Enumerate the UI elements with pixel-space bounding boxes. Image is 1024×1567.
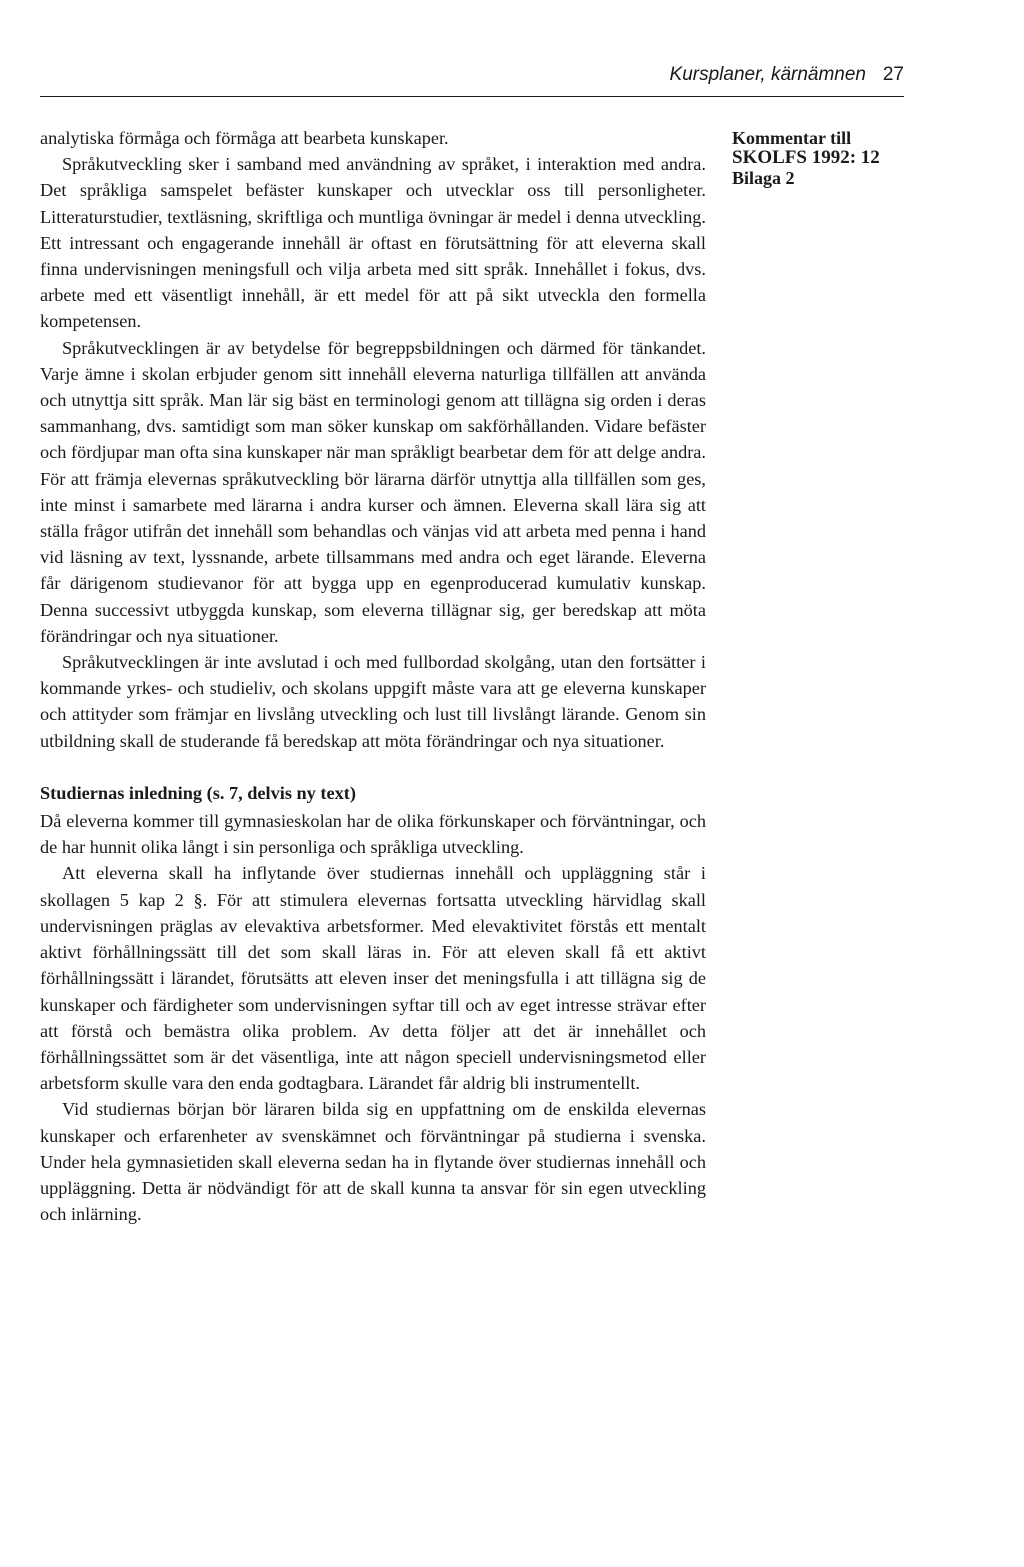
page-number: 27 — [882, 64, 904, 85]
section-heading: Studiernas inledning (s. 7, delvis ny text) — [40, 782, 356, 803]
running-title: Kursplaner, kärnämnen — [669, 64, 866, 85]
margin-note-line: Kommentar till — [732, 128, 852, 148]
page-header — [40, 62, 904, 97]
margin-note-line: SKOLFS 1992: 12 — [732, 147, 880, 168]
paragraph: Språkutveckling sker i samband med användning av språket, i interaktion med andra. Det språkliga samspelet befäster kunskaper och utvecklar oss till personligheter. Litteraturstudier, textläsning, skriftliga och muntliga övningar är medel i denna utveckling. Ett intressant och engagerande innehåll är oftast en förutsättning för att eleverna skall finna undervisningen meningsfull och vilja arbeta med sitt språk. Innehållet i fokus, dvs. arbete med ett väsentligt innehåll, är ett medel för att på sikt utveckla den formella kompetensen. — [40, 154, 706, 332]
paragraph: Språkutvecklingen är av betydelse för begreppsbildningen och därmed för tänkandet. Varje ämne i skolan erbjuder genom sitt innehåll eleverna naturliga tillfällen att använda och utnyttja sitt språk. Man lär sig bäst en terminologi genom att tillägna sig orden i deras sammanhang, dvs. samtidigt som man söker kunskap om sakförhållanden. Vidare befäster och fördjupar man ofta sina kunskaper när man språkligt bearbetar dem för att delge andra. För att främja elevernas språkutveckling bör lärarna därför utnyttja alla tillfällen som ges, inte minst i samarbete med lärarna i andra kurser och ämnen. Eleverna skall lära sig att ställa frågor utifrån det innehåll som behandlas och vänjas vid att arbeta med penna i hand vid läsning av text, lyssnande, arbete tillsammans med andra och eget lärande. Eleverna får därigenom studievanor för att bygga upp en egenproducerad kumulativ kunskap. Denna successivt utbyggda kunskap, som eleverna tillägnar sig, ger beredskap att möta förändringar och nya situationer. — [40, 337, 706, 646]
paragraph: Att eleverna skall ha inflytande över studiernas innehåll och uppläggning står i skollagen 5 kap 2 §. För att stimulera elevernas fortsatta utveckling härvidlag skall undervisningen präglas av elevaktiva arbetsformer. Med elevaktivitet förstås ett mentalt aktivt förhållningssätt till det som skall läras in. För att eleven skall få ett aktivt förhållningssätt i lärandet, förutsätts att eleven inser det meningsfulla i att tillägna sig de kunskaper och färdigheter som undervisningen syftar till och av eget intresse strävar efter att förstå och bemästra olika problem. Av detta följer att det är innehållet och förhållningssättet som är det väsentliga, inte att någon speciell undervisningsmetod eller arbetsform skulle vara den enda godtagbara. Lärandet får aldrig bli instrumentellt. — [40, 863, 706, 1094]
paragraph: Språkutvecklingen är inte avslutad i och med fullbordad skolgång, utan den fortsätter i kommande yrkes- och studieliv, och skolans uppgift måste vara att ge eleverna kunskaper och attityder som främjar en livslång utveckling och lust till livslångt lärande. Genom sin utbildning skall de studerande få beredskap att möta förändringar och nya situationer. — [40, 652, 706, 751]
paragraph: Vid studiernas början bör läraren bilda sig en uppfattning om de enskilda elevernas kunskaper och erfarenheter av svenskämnet och förväntningar på studierna i svenska. Under hela gymnasietiden skall eleverna sedan ha in flytande över studiernas innehåll och uppläggning. Detta är nödvändigt för att de skall kunna ta ansvar för sin egen utveckling och inlärning. — [40, 1099, 706, 1225]
margin-note — [732, 128, 972, 188]
paragraph: Då eleverna kommer till gymnasieskolan har de olika förkunskaper och förväntningar, och de har hunnit olika långt i sin personliga och språkliga utveckling. — [40, 811, 706, 858]
paragraph: analytiska förmåga och förmåga att bearbeta kunskaper. — [40, 128, 449, 148]
body-text — [40, 125, 706, 1227]
margin-note-line: Bilaga 2 — [732, 168, 795, 188]
